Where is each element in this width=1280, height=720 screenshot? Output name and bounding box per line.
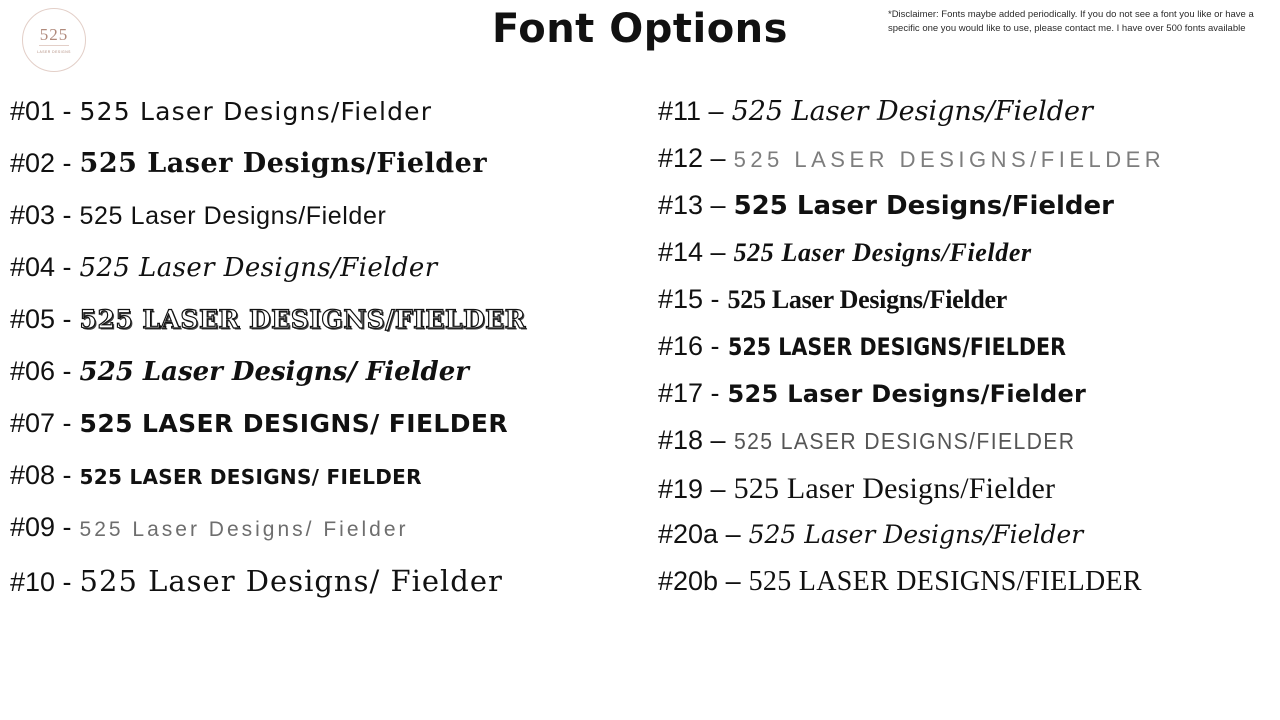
font-option-index: #12 – <box>658 143 726 173</box>
page-header <box>0 0 1280 78</box>
font-option-row <box>658 284 1280 331</box>
font-option-sample: 525 LASER DESIGNS/FIELDER <box>727 333 1066 361</box>
font-option-sample: 525 Laser Designs/ Fielder <box>79 357 469 387</box>
font-option-sample: 525 Laser Designs/Fielder <box>748 520 1084 549</box>
font-option-row <box>10 356 640 408</box>
font-option-index: #01 - <box>10 96 72 126</box>
font-option-index: #20a – <box>658 519 741 549</box>
font-option-index: #06 - <box>10 356 72 386</box>
font-option-sample: 525 LASER DESIGNS/FIELDER <box>733 147 1166 172</box>
font-option-row <box>658 378 1280 425</box>
font-option-sample: 525 Laser Designs/ Fielder <box>79 564 503 598</box>
font-option-index: #08 - <box>10 460 72 490</box>
font-option-row <box>658 331 1280 378</box>
font-option-index: #19 – <box>658 474 726 504</box>
font-column-right <box>640 96 1280 616</box>
font-option-row <box>10 304 640 356</box>
font-option-row <box>658 472 1280 519</box>
font-option-row <box>10 512 640 564</box>
font-option-index: #02 - <box>10 148 72 178</box>
font-option-index: #03 - <box>10 200 72 230</box>
font-option-row <box>658 237 1280 284</box>
font-option-row <box>658 143 1280 190</box>
font-option-sample: 525 Laser Designs/ Fielder <box>79 518 409 541</box>
font-option-index: #15 - <box>658 284 720 314</box>
font-option-sample: 525 Laser Designs/Fielder <box>727 285 1007 314</box>
font-option-row <box>658 96 1280 143</box>
font-option-row <box>10 252 640 304</box>
font-option-index: #16 - <box>658 331 720 361</box>
font-option-sample: 525 Laser Designs/Fielder <box>731 96 1093 127</box>
font-option-sample: 525 Laser Designs/Fielder <box>727 380 1087 408</box>
logo-number: 525 <box>39 25 69 44</box>
font-option-row <box>658 425 1280 472</box>
font-option-sample: 525 LASER DESIGNS/FIELDER <box>79 305 526 334</box>
font-option-sample: 525 Laser Designs/Fielder <box>733 238 1032 267</box>
font-option-index: #17 - <box>658 378 720 408</box>
logo-subtitle: LASER DESIGNS <box>37 50 71 54</box>
font-option-row <box>10 200 640 252</box>
font-option-row <box>10 564 640 616</box>
font-option-row <box>10 460 640 512</box>
font-option-index: #04 - <box>10 252 72 282</box>
font-option-index: #11 – <box>658 96 724 126</box>
font-option-sample: 525 LASER DESIGNS/FIELDER <box>748 566 1142 597</box>
font-option-row <box>658 519 1280 566</box>
font-option-row <box>658 566 1280 613</box>
font-option-index: #18 – <box>658 425 726 455</box>
font-option-sample: 525 Laser Designs/Fielder <box>733 472 1056 505</box>
font-option-sample: 525 Laser Designs/Fielder <box>79 97 433 126</box>
font-option-index: #13 – <box>658 190 726 220</box>
font-option-sample: 525 Laser Designs/Fielder <box>79 202 387 230</box>
font-option-row <box>10 408 640 460</box>
font-option-index: #20b – <box>658 566 741 596</box>
font-option-sample: 525 LASER DESIGNS/ FIELDER <box>79 465 422 489</box>
font-option-index: #07 - <box>10 408 72 438</box>
page-title: Font Options <box>492 6 788 52</box>
font-option-row <box>10 148 640 200</box>
font-option-index: #05 - <box>10 304 72 334</box>
font-option-sample: 525 LASER DESIGNS/FIELDER <box>733 428 1076 454</box>
font-column-left <box>0 96 640 616</box>
font-option-index: #14 – <box>658 237 726 267</box>
font-option-index: #09 - <box>10 512 72 542</box>
font-option-index: #10 - <box>10 567 72 597</box>
font-option-sample: 525 Laser Designs/Fielder <box>79 253 438 283</box>
disclaimer-text: *Disclaimer: Fonts maybe added periodically. If you do not see a font you like or have a specific one you would like to use, please contact me. I have over 500 fonts available <box>888 9 1254 34</box>
font-option-row <box>658 190 1280 237</box>
font-option-sample: 525 Laser Designs/Fielder <box>79 148 488 179</box>
font-option-sample: 525 Laser Designs/Fielder <box>733 191 1114 221</box>
font-options-list <box>0 96 1280 616</box>
font-option-sample: 525 LASER DESIGNS/ FIELDER <box>79 409 509 438</box>
font-option-row <box>10 96 640 148</box>
